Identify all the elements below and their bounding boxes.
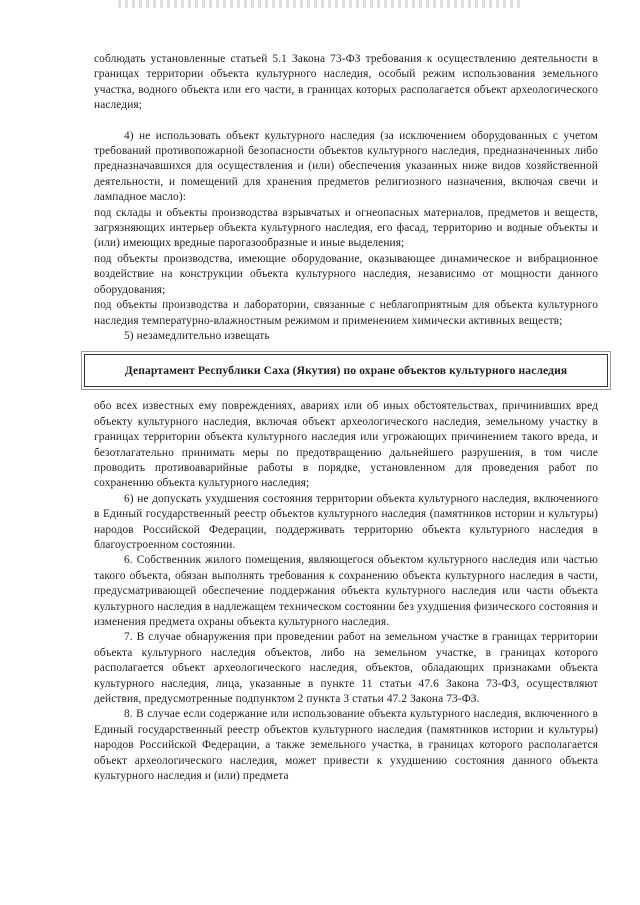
spacer	[94, 114, 598, 129]
paragraph-7: 7. В случае обнаружения при проведении работ на земельном участке в границах территории объекта культурного наследия объектов, либо на земельном участке, в границах которого располагается объект археологического наследия, объектов, обладающих признаками объекта культурного наследия, лица, указанные в пункте 11 статьи 47.6 Закона 73-ФЗ, осуществляют действия, предусмотренные подпунктом 2 пункта 3 статьи 47.2 Закона 73-ФЗ.	[94, 631, 598, 706]
department-stamp: Департамент Республики Саха (Якутия) по охране объектов культурного наследия	[84, 354, 608, 387]
item-6-sub: 6) не допускать ухудшения состояния территории объекта культурного наследия, включенного в Единый государственный реестр объектов культурного наследия (памятников истории и культуры) народов Российской Федерации, поддерживать территорию объекта культурного наследия в благоустроенном состоянии.	[94, 492, 598, 551]
paragraph-8: 8. В случае если содержание или использование объекта культурного наследия, включенного в Единый государственный реестр объектов культурного наследия (памятников истории и культуры) народов Российской Федерации, а также земельного участка, в границах которого располагается объект археологического наследия, может привести к ухудшению состояния данного объекта культурного наследия и (или) предмета	[94, 708, 598, 783]
item-5-continuation: обо всех известных ему повреждениях, авариях или об иных обстоятельствах, причинивших вред объекту культурного наследия, включая объект археологического наследия, земельному участку в границах территории объекта культурного наследия или угрожающих причинением такого вреда, и безотлагательно принимать меры по предотвращению дальнейшего разрушения, в том числе проводить противоаварийные работы в порядке, установленном для проведения работ по сохранению объекта культурного наследия;	[94, 400, 598, 490]
item-4-sub-2: под объекты производства, имеющие оборудование, оказывающее динамическое и вибрационное воздействие на конструкции объекта культурного наследия, независимо от мощности данного оборудования;	[94, 252, 598, 296]
item-4-sub-3: под объекты производства и лаборатории, связанные с неблагоприятным для объекта культурного наследия температурно-влажностным режимом и применением химически активных веществ;	[94, 299, 598, 327]
item-4-sub-1: под склады и объекты производства взрывчатых и огнеопасных материалов, предметов и веществ, загрязняющих интерьер объекта культурного наследия, его фасад, территорию и водные объекты и (или) имеющих вредные парогазообразные и иные выделения;	[94, 206, 598, 250]
scan-artifact	[118, 0, 523, 8]
paragraph-6: 6. Собственник жилого помещения, являющегося объектом культурного наследия или частью такого объекта, обязан выполнять требования к сохранению объекта культурного наследия в части, предусматривающей обеспечение поддержания объекта культурного наследия или части объекта культурного наследия в надлежащем техническом состоянии без ухудшения физического состояния и изменения предмета охраны объекта культурного наследия.	[94, 554, 598, 628]
paragraph-intro: соблюдать установленные статьей 5.1 Закона 73-ФЗ требования к осуществлению деятельности в границах территории объекта культурного наследия, особый режим использования земельного участка, водного объекта или его части, в границах которых располагается объект археологического наследия;	[94, 53, 598, 112]
item-4: 4) не использовать объект культурного наследия (за исключением оборудованных с учетом требований противопожарной безопасности объектов культурного наследия, предназначенных либо предназначавшихся для осуществления и (или) обеспечения указанных ниже видов хозяйственной деятельности, и помещений для хранения предметов религиозного назначения, включая свечи и лампадное масло):	[94, 129, 598, 204]
document-page	[94, 52, 598, 784]
item-5-start: 5) незамедлительно извещать	[124, 329, 270, 342]
